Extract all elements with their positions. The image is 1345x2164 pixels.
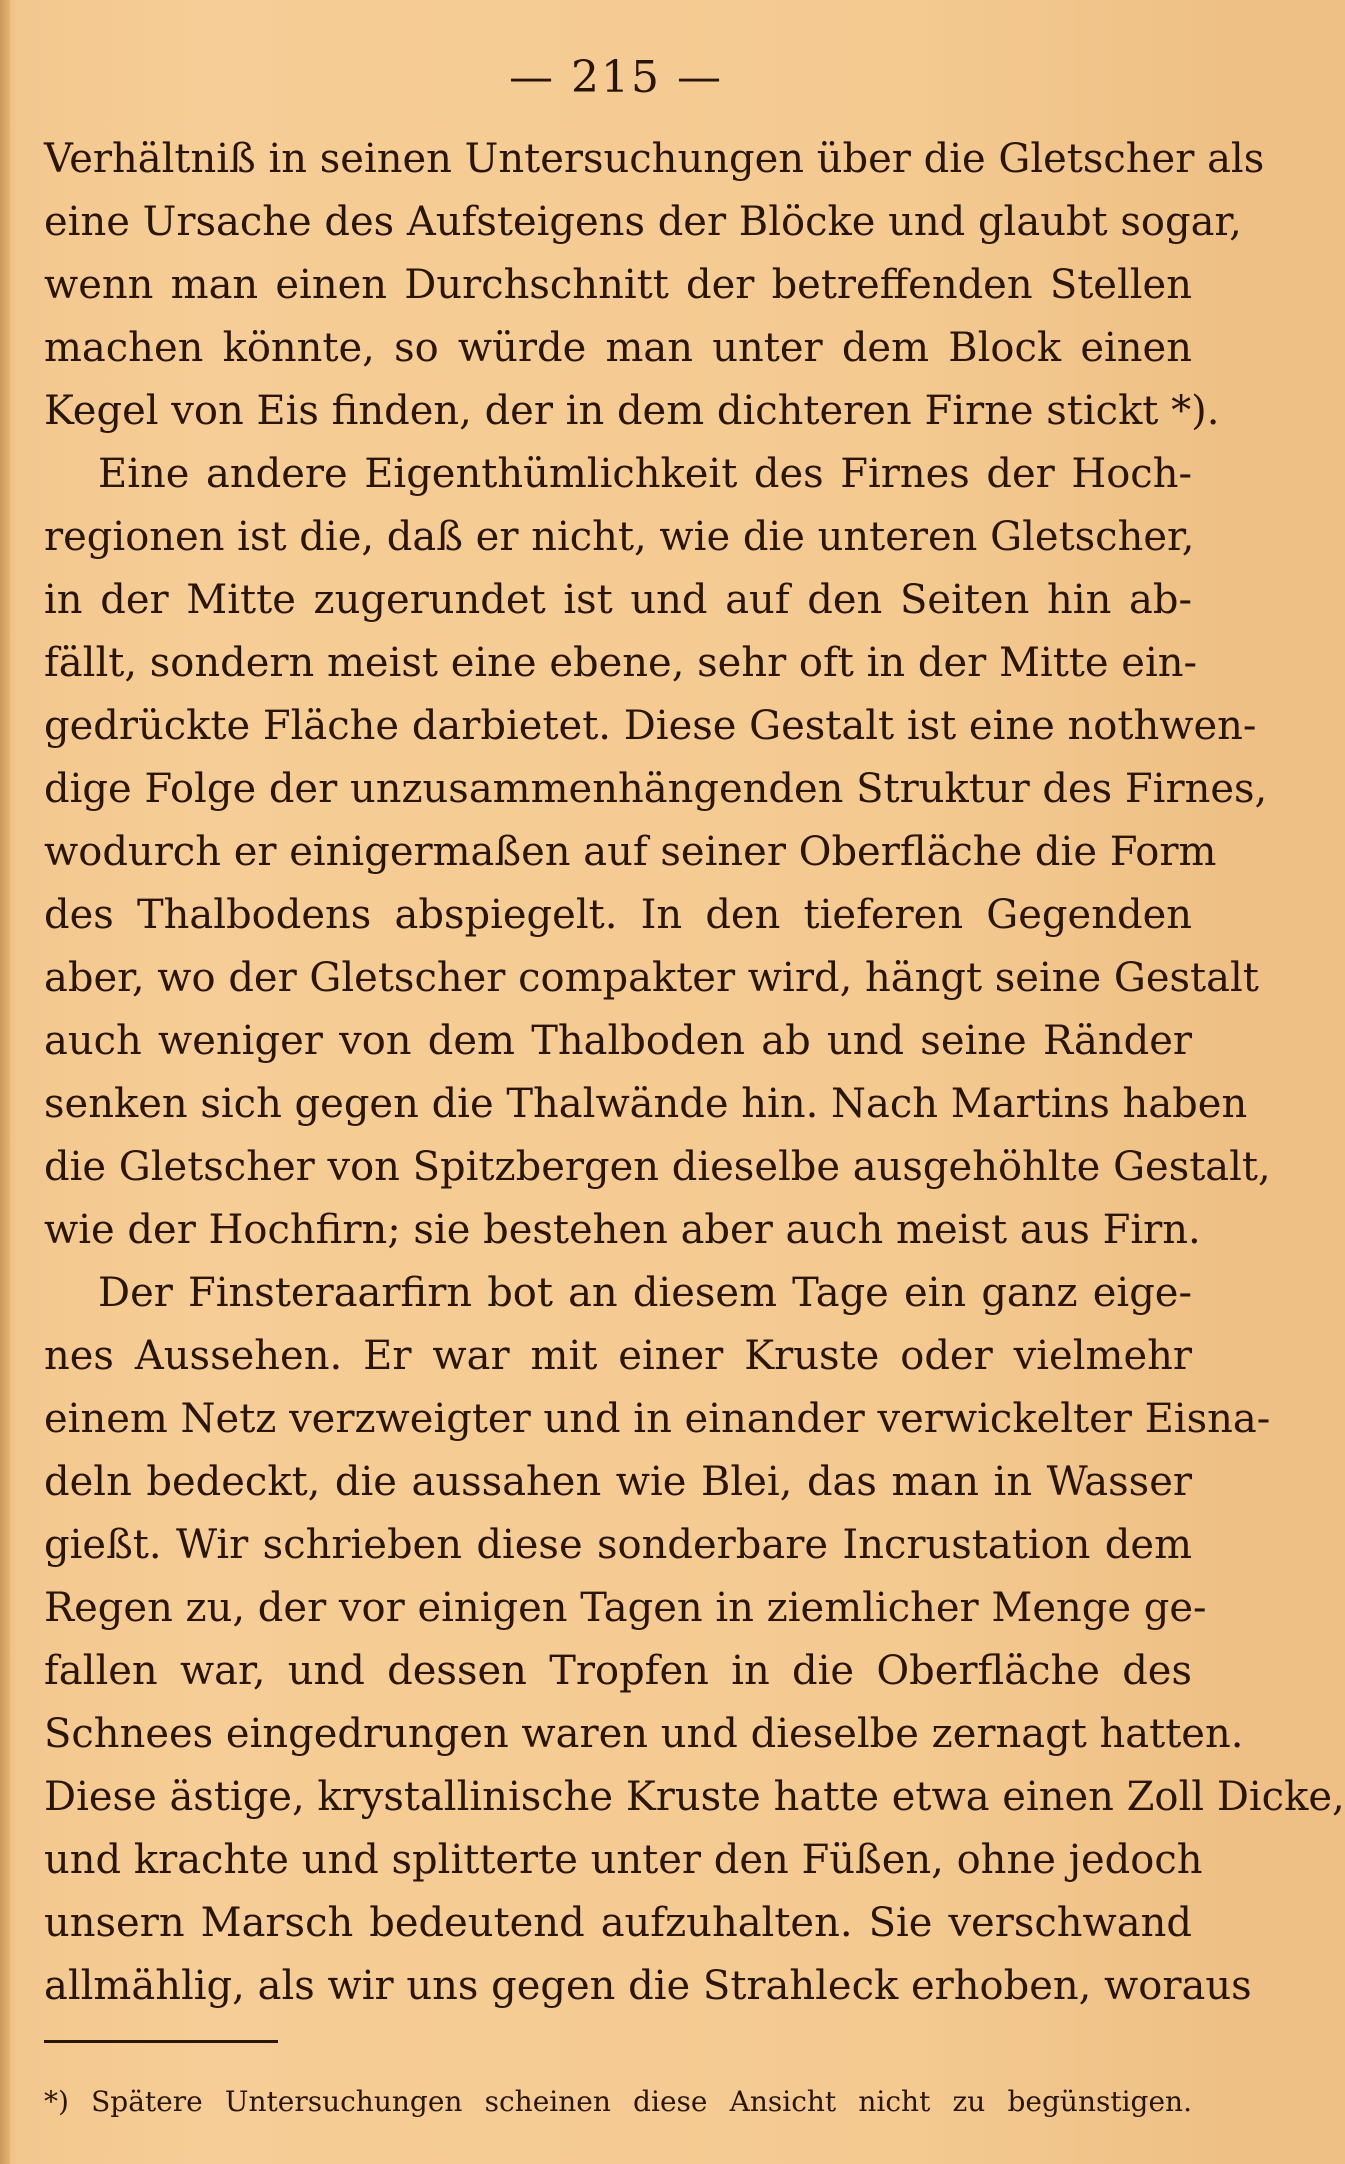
- text-line: deln bedeckt, die aussahen wie Blei, das man in Wasser: [44, 1459, 1192, 1505]
- text-line: einem Netz verzweigter und in einander verwickelter Eisna-: [44, 1396, 1271, 1442]
- text-line: wenn man einen Durchschnitt der betreffenden Stellen: [44, 262, 1192, 308]
- text-line: regionen ist die, daß er nicht, wie die unteren Gletscher,: [44, 514, 1195, 560]
- text-line: eine Ursache des Aufsteigens der Blöcke und glaubt sogar,: [44, 199, 1242, 245]
- text-line: fallen war, und dessen Tropfen in die Oberfläche des: [44, 1648, 1192, 1694]
- text-line: dige Folge der unzusammenhängenden Struktur des Firnes,: [44, 766, 1268, 812]
- text-line: und krachte und splitterte unter den Füßen, ohne jedoch: [44, 1837, 1203, 1883]
- text-line: wie der Hochfirn; sie bestehen aber auch meist aus Firn.: [44, 1207, 1201, 1253]
- text-line: wodurch er einigermaßen auf seiner Oberfläche die Form: [44, 829, 1217, 875]
- text-line: die Gletscher von Spitzbergen dieselbe ausgehöhlte Gestalt,: [44, 1144, 1271, 1190]
- text-line: machen könnte, so würde man unter dem Block einen: [44, 325, 1192, 371]
- text-line: Diese ästige, krystallinische Kruste hatte etwa einen Zoll Dicke,: [44, 1774, 1345, 1820]
- text-line: Eine andere Eigenthümlichkeit des Firnes der Hoch-: [98, 451, 1192, 497]
- text-line: des Thalbodens abspiegelt. In den tieferen Gegenden: [44, 892, 1192, 938]
- text-line: senken sich gegen die Thalwände hin. Nach Martins haben: [44, 1081, 1248, 1127]
- text-line: nes Aussehen. Er war mit einer Kruste oder vielmehr: [44, 1333, 1192, 1379]
- text-line: aber, wo der Gletscher compakter wird, hängt seine Gestalt: [44, 955, 1259, 1001]
- text-line: in der Mitte zugerundet ist und auf den Seiten hin ab-: [44, 577, 1192, 623]
- text-line: allmählig, als wir uns gegen die Strahleck erhoben, woraus: [44, 1963, 1252, 2009]
- text-line: Kegel von Eis finden, der in dem dichteren Firne stickt *).: [44, 388, 1220, 434]
- text-line: fällt, sondern meist eine ebene, sehr oft in der Mitte ein-: [44, 640, 1198, 686]
- body-text: [44, 128, 1345, 2018]
- footnote-rule: [44, 2040, 278, 2043]
- text-line: Der Finsteraarfirn bot an diesem Tage ein ganz eige-: [98, 1270, 1192, 1316]
- text-line: auch weniger von dem Thalboden ab und seine Ränder: [44, 1018, 1192, 1064]
- text-line: Schnees eingedrungen waren und dieselbe zernagt hatten.: [44, 1711, 1244, 1757]
- page-number: — 215 —: [509, 52, 723, 103]
- text-line: unsern Marsch bedeutend aufzuhalten. Sie verschwand: [44, 1900, 1192, 1946]
- text-line: Verhältniß in seinen Untersuchungen über die Gletscher als: [44, 136, 1265, 182]
- text-line: gedrückte Fläche darbietet. Diese Gestalt ist eine nothwen-: [44, 703, 1257, 749]
- page-edge: [0, 0, 10, 2164]
- text-line: Regen zu, der vor einigen Tagen in ziemlicher Menge ge-: [44, 1585, 1207, 1631]
- footnote: *) Spätere Untersuchungen scheinen diese Ansicht nicht zu begünstigen.: [44, 2085, 1192, 2118]
- text-line: gießt. Wir schrieben diese sonderbare Incrustation dem: [44, 1522, 1192, 1568]
